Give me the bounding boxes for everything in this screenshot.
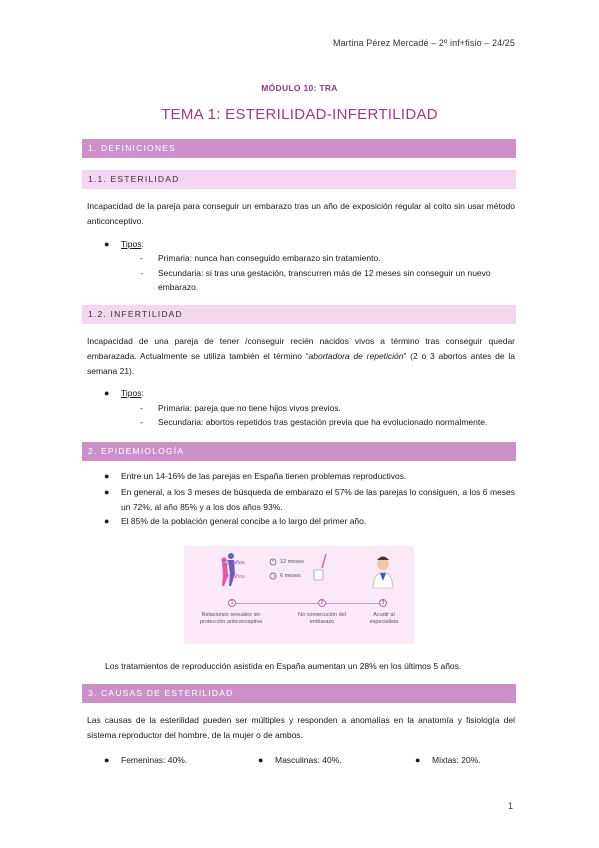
- couple-icon: [221, 553, 235, 586]
- page-title: TEMA 1: ESTERILIDAD-INFERTILIDAD: [161, 106, 438, 123]
- page-number: 1: [508, 801, 514, 811]
- bullet-icon: ●: [104, 516, 110, 526]
- doctor-icon: [373, 557, 393, 589]
- bullet-icon: ●: [415, 755, 421, 765]
- esterilidad-secundaria: - Secundaria: si tras una gestación, transcurren más de 12 meses sin conseguir un nuevo embarazo.: [140, 268, 491, 292]
- step-1-label: Relaciones sexuales sin protección anticonceptiva: [199, 612, 263, 625]
- causas-masculinas: ● Masculinas: 40%.: [275, 753, 342, 768]
- tipos-label: Tipos: [121, 239, 142, 249]
- epidemiologia-bullet-1: ● Entre un 14-16% de las parejas en España tienen problemas reproductivos.: [121, 469, 515, 484]
- infertilidad-primaria: - Primaria: pareja que no tiene hijos vivos previos.: [140, 403, 341, 413]
- age-under-35: <35 años: [222, 560, 245, 566]
- step-3-label: Acudir al especialista: [369, 612, 399, 625]
- epidemiologia-bullet-3: ● El 85% de la población general concibe a lo largo del primer año.: [121, 514, 515, 529]
- esterilidad-tipos-bullet: ● Tipos:: [121, 237, 144, 252]
- age-over-35: >35 años: [222, 574, 245, 580]
- esterilidad-primaria: - Primaria: nunca han conseguido embarazo sin tratamiento.: [140, 253, 381, 263]
- page-header-author: Martina Pérez Mercadé – 2º inf+fisio – 24/25: [332, 38, 515, 48]
- infertilidad-definition: Incapacidad de una pareja de tener /conseguir recién nacidos vivos a término tras conseguir quedar embarazada. Actualmente se utiliza también el término “abortadora de repetición” (2 o 3 abortos antes de la semana 21).: [87, 336, 515, 376]
- section-heading-causas: 3. CAUSAS DE ESTERILIDAD: [82, 684, 516, 703]
- causas-femeninas: ● Femeninas: 40%.: [121, 753, 187, 768]
- subsection-heading-esterilidad: 1.1. ESTERILIDAD: [82, 170, 516, 189]
- causas-mixtas: ● Mixtas: 20%.: [432, 753, 481, 768]
- bullet-icon: ●: [104, 471, 110, 481]
- bullet-icon: ●: [104, 388, 110, 398]
- bullet-icon: ●: [104, 239, 110, 249]
- reproduccion-asistida-note: Los tratamientos de reproducción asistida en España aumentan un 28% en los últimos 5 años.: [105, 661, 462, 671]
- timeline-line: [232, 603, 382, 604]
- bullet-icon: ●: [104, 487, 110, 497]
- step-2-marker: 2: [318, 599, 326, 607]
- step-1-marker: 1: [228, 599, 236, 607]
- pregnancy-test-icon: [314, 554, 326, 580]
- section-heading-epidemiologia: 2. EPIDEMIOLOGÍA: [82, 442, 516, 461]
- esterilidad-definition: Incapacidad de la pareja para conseguir un embarazo tras un año de exposición regular al coito sin usar método anticonceptivo.: [87, 201, 515, 226]
- causas-description: Las causas de la esterilidad pueden ser múltiples y responden a anomalías en la anatomía y fisiología del sistema reproductor del hombre, de la mujer o de ambos.: [87, 715, 515, 740]
- clock-icon: [270, 573, 276, 579]
- bullet-icon: ●: [258, 755, 264, 765]
- step-3-marker: 3: [379, 599, 387, 607]
- step-2-label: No consecución del embarazo: [297, 612, 346, 625]
- subsection-heading-infertilidad: 1.2. INFERTILIDAD: [82, 305, 516, 324]
- time-6-months: 6 meses: [280, 573, 301, 579]
- time-12-months: 12 meses: [280, 559, 304, 565]
- section-heading-definiciones: 1. DEFINICIONES: [82, 139, 516, 158]
- clock-icon: [270, 559, 276, 565]
- infertilidad-secundaria: - Secundaria: abortos repetidos tras gestación previa que ha evolucionado normalmente.: [140, 417, 488, 427]
- bullet-icon: ●: [104, 755, 110, 765]
- epidemiologia-bullet-2: ● En general, a los 3 meses de búsqueda de embarazo el 57% de las parejas lo consiguen, a los 6 meses un 72%, al año 85% y a los dos años 93%.: [104, 487, 515, 512]
- module-label: MÓDULO 10: TRA: [261, 83, 338, 93]
- tipos-label: Tipos: [121, 388, 142, 398]
- infographic-fertility-timeline: [184, 546, 414, 644]
- infertilidad-tipos-bullet: ● Tipos:: [121, 386, 144, 401]
